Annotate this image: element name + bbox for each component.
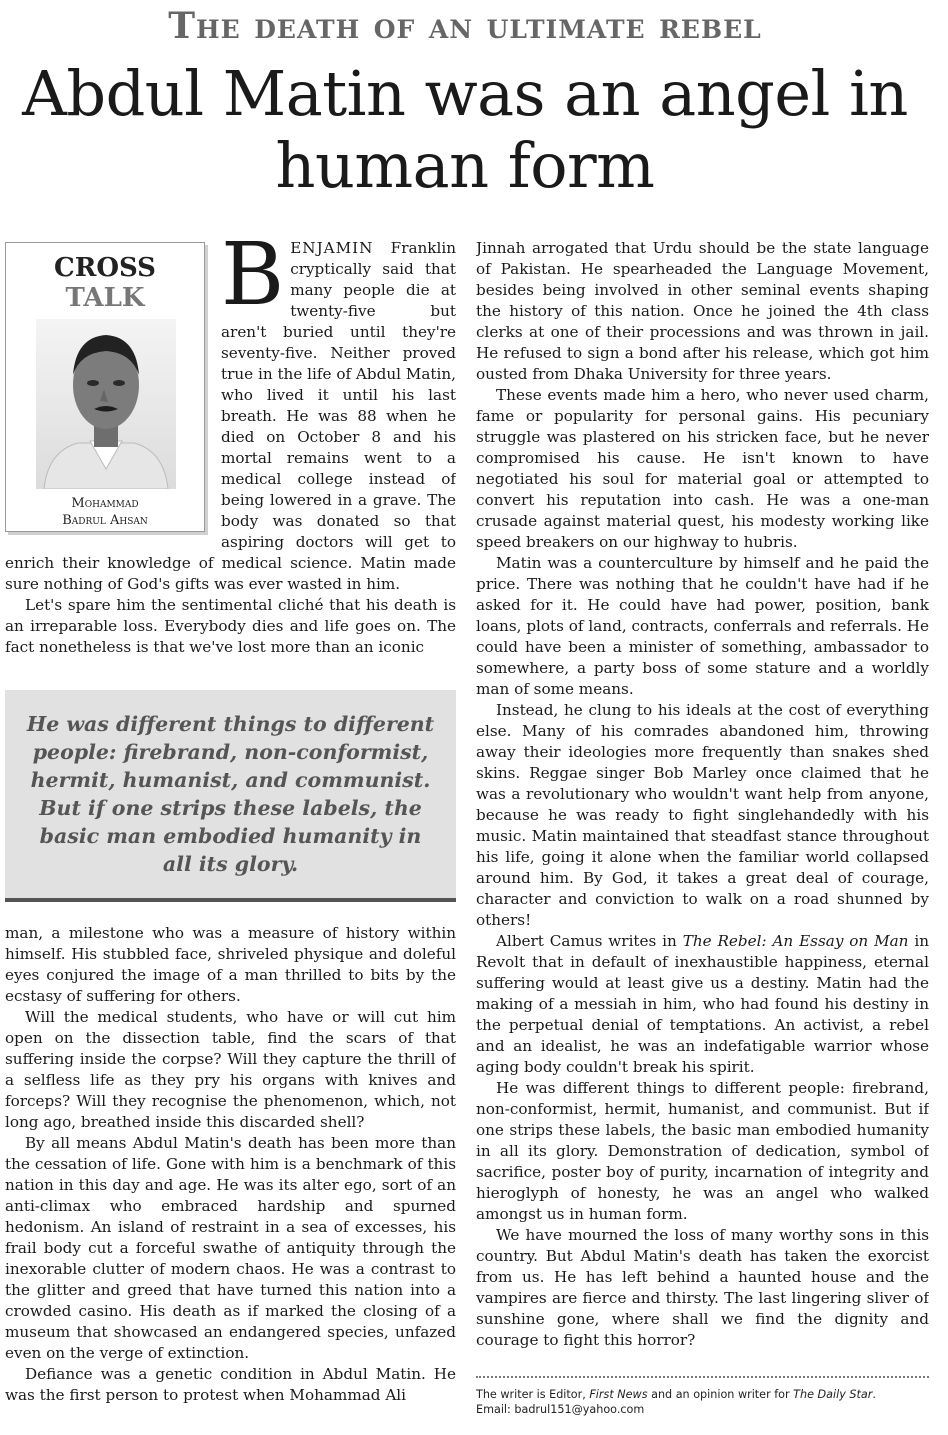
right-column [476, 238, 929, 1368]
author-bio [476, 1387, 929, 1417]
bio-publication-1: First News [589, 1388, 648, 1401]
paragraph-9 [476, 931, 929, 1078]
pull-quote-box [5, 690, 456, 902]
paragraph-4: By all means Abdul Matin's death has been more than the cessation of life. Gone with him is a benchmark of this nation in this day and age. He was its alter ego, sort of an anti-climax who embraced hardship and spurned hedonism. An island of restraint in a sea of excesses, his frail body cut a forceful swathe of antiquity through the inexorable clutter of modern chaos. He was a contrast to the glitter and greed that have turned this nation into a crowded casino. His death as if marked the closing of a museum that showcased an endangered species, unfazed even on the verge of extinction. [5, 1134, 456, 1362]
book-title: The Rebel: An Essay on Man [682, 932, 909, 950]
footer-divider [476, 1376, 929, 1378]
paragraph-7: Matin was a counterculture by himself and he paid the price. There was nothing that he couldn't have had if he asked for it. He could have had power, position, bank loans, plots of land, contracts, conferrals and referrals. He could have been a minister of something, ambassador to somewhere, a party boss of some stature and a worldly man of some means. [476, 554, 929, 698]
drop-cap: B [221, 238, 285, 325]
paragraph-3: Will the medical students, who have or will cut him open on the dissection table, find the scars of that suffering inside the corpse? Will they capture the thrill of a selfless life as they pry his organs with knives and forceps? Will they recognise the phenomenon, which, not long ago, breathed inside this discarded shell? [5, 1008, 456, 1131]
paragraph-2-continued: man, a milestone who was a measure of history within himself. His stubbled face, shriveled physique and doleful eyes conjured the image of a man thrilled to bits by the ecstasy of suffering for others. [5, 924, 456, 1005]
bio-publication-2: The Daily Star [793, 1388, 873, 1401]
paragraph-8: Instead, he clung to his ideals at the cost of everything else. Many of his comrades abandoned him, throwing away their ideologies more frequently than snakes shed skins. Reggae singer Bob Marley once claimed that he was a revolutionary who wouldn't want help from anyone, because he was ready to fight singlehandedly with his music. Matin maintained that steadfast stance throughout his life, going it alone when the familiar world collapsed around him. By God, it takes a great deal of courage, character and conviction to walk on a road shunned by others! [476, 701, 929, 929]
paragraph-5: Defiance was a genetic condition in Abdul Matin. He was the first person to protest when Mohammad Ali [5, 1365, 456, 1404]
left-column-bottom [5, 923, 456, 1423]
left-column-top [5, 238, 456, 672]
author-photo [36, 319, 176, 489]
bio-prefix: The writer is Editor, [476, 1388, 590, 1401]
author-email: Email: badrul151@yahoo.com [476, 1403, 645, 1416]
author-name [6, 495, 204, 529]
paragraph-9-start: Albert Camus writes in [496, 932, 683, 950]
paragraph-10: He was different things to different people: firebrand, non-conformist, hermit, humanist, and communist. But if one strips these labels, the basic man embodied humanity in all its glory. Demonstration of dedication, symbol of sacrifice, poster boy of purity, incarnation of integrity and hieroglyph of honesty, he was an angel who walked amongst us in human form. [476, 1079, 929, 1223]
pull-quote-text: He was different things to different people: firebrand, non-conformist, hermit, humanist, and communist. But if one strips these labels, the basic man embodied humanity in all its glory. [26, 712, 435, 876]
paragraph-11: We have mourned the loss of many worthy sons in this country. But Abdul Matin's death has taken the exorcist from us. He has left behind a haunted house and the vampires are fierce and thirsty. The last lingering sliver of sunshine gone, where shall we find the dignity and courage to fight this horror? [476, 1226, 929, 1349]
author-name-line-1: Mohammad [71, 496, 139, 511]
bio-end: . [872, 1388, 876, 1401]
column-title-talk: TALK [65, 283, 145, 313]
column-title-cross: CROSS [54, 253, 156, 283]
lead-smallcaps: ENJAMIN [290, 239, 374, 257]
paragraph-9-rest: in Revolt that in default of inexhaustible happiness, eternal suffering would at least give us a destiny. Matin had the making of a messiah in him, who had found his destiny in the perpetual denial of temptations. An activist, a rebel and an idealist, he was an indefatigable warrior whose aging body couldn't break his spirit. [476, 932, 929, 1076]
bio-middle: and an opinion writer for [647, 1388, 794, 1401]
headline: Abdul Matin was an angel in human form [22, 57, 908, 202]
paragraph-6: These events made him a hero, who never used charm, fame or popularity for personal gains. His pecuniary struggle was plastered on his stricken face, but he never compromised his cause. He isn't known to have negotiated his soul for material goal or attempted to convert his reputation into cash. He was a one-man crusade against material quest, his modesty working like speed breakers on our highway to hubris. [476, 386, 929, 551]
author-bio-line [476, 1387, 929, 1402]
kicker: The death of an ultimate rebel [168, 5, 762, 47]
author-name-line-2: Badrul Ahsan [62, 513, 148, 528]
column-box [5, 242, 205, 532]
paragraph-2: Let's spare him the sentimental cliché that his death is an irreparable loss. Everybody dies and life goes on. The fact nonetheless is that we've lost more than an iconic [5, 596, 456, 656]
paragraph-5-continued: Jinnah arrogated that Urdu should be the state language of Pakistan. He spearheaded the Language Movement, besides being involved in other seminal events shaping the history of this nation. Once he joined the 4th class clerks at one of their processions and was thrown in jail. He refused to sign a bond after his release, which got him ousted from Dhaka University for three years. [476, 239, 929, 383]
lead-text: Franklin cryptically said that many people die at twenty-five but aren't buried until they're seventy-five. Neither proved true in the life of Abdul Matin, who lived it until his last breath. He was 88 when he died on October 8 and his mortal remains went to a medical college instead of being lowered in a grave. The body was donated so that aspiring doctors will get to enrich their knowledge of medical science. Matin made sure nothing of God's gifts was ever wasted in him. [5, 239, 456, 593]
